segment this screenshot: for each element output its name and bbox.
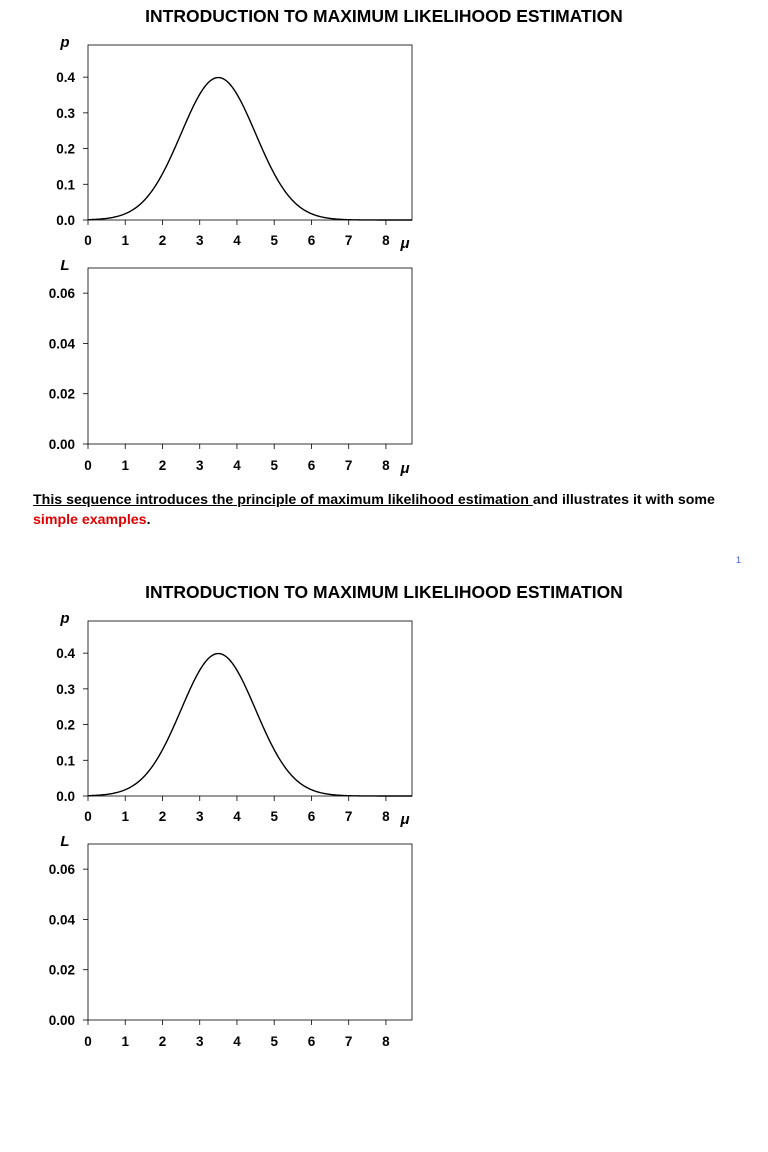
x-tick-label: 1 xyxy=(121,458,129,473)
y-axis-label: p xyxy=(60,34,70,51)
y-tick-label: 0.0 xyxy=(56,789,75,804)
x-tick-label: 2 xyxy=(158,233,167,248)
x-axis-label: μ xyxy=(400,460,410,477)
y-tick-label: 0.4 xyxy=(56,70,75,86)
x-tick-label: 8 xyxy=(382,809,390,824)
y-tick-label: 0.06 xyxy=(48,862,75,878)
x-tick-label: 0 xyxy=(84,458,92,473)
caption xyxy=(33,490,733,530)
y-tick-label: 0.3 xyxy=(56,681,75,697)
x-tick-label: 7 xyxy=(344,458,353,473)
x-tick-label: 0 xyxy=(84,1034,92,1049)
x-tick-label: 2 xyxy=(158,458,167,473)
x-axis-label: μ xyxy=(400,235,410,252)
y-tick-label: 0.04 xyxy=(48,912,75,928)
x-tick-label: 2 xyxy=(158,1034,167,1049)
y-tick-label: 0.2 xyxy=(56,141,75,157)
x-tick-label: 4 xyxy=(233,809,241,824)
density-curve xyxy=(88,78,412,220)
x-tick-label: 8 xyxy=(382,458,390,473)
x-tick-label: 8 xyxy=(382,233,390,248)
slide-2 xyxy=(0,576,768,1152)
y-axis-label: p xyxy=(60,610,70,627)
caption-highlight: simple examples xyxy=(33,512,147,528)
y-axis-label: L xyxy=(60,833,70,850)
x-tick-label: 4 xyxy=(233,233,241,248)
slide-title: INTRODUCTION TO MAXIMUM LIKELIHOOD ESTIMATION xyxy=(145,582,623,602)
caption-end: . xyxy=(146,512,151,528)
chart-group xyxy=(0,0,768,480)
y-tick-label: 0.4 xyxy=(56,646,75,662)
density-chart xyxy=(56,34,412,252)
plot-frame xyxy=(88,268,412,444)
x-tick-label: 7 xyxy=(344,233,353,248)
x-axis-label: μ xyxy=(400,811,410,828)
plot-frame xyxy=(88,844,412,1020)
slide-title: INTRODUCTION TO MAXIMUM LIKELIHOOD ESTIMATION xyxy=(145,6,623,26)
x-tick-label: 6 xyxy=(307,233,316,248)
x-tick-label: 2 xyxy=(158,809,167,824)
x-tick-label: 5 xyxy=(270,809,278,824)
x-tick-label: 8 xyxy=(382,1034,390,1049)
y-tick-label: 0.1 xyxy=(56,177,75,193)
caption-underlined: This sequence introduces the principle of maximum likelihood estimation xyxy=(33,492,533,508)
x-tick-label: 4 xyxy=(233,1034,241,1049)
x-tick-label: 3 xyxy=(195,809,204,824)
y-tick-label: 0.06 xyxy=(48,286,75,302)
density-curve xyxy=(88,654,412,796)
y-tick-label: 0.02 xyxy=(48,962,75,978)
y-tick-label: 0.1 xyxy=(56,753,75,769)
x-tick-label: 3 xyxy=(195,1034,204,1049)
x-tick-label: 0 xyxy=(84,233,92,248)
x-tick-label: 5 xyxy=(270,1034,278,1049)
y-tick-label: 0.3 xyxy=(56,105,75,121)
x-tick-label: 6 xyxy=(307,1034,316,1049)
caption-middle: and illustrates it with some xyxy=(532,492,715,508)
x-tick-label: 3 xyxy=(195,233,204,248)
slide-number: 1 xyxy=(736,555,742,565)
y-tick-label: 0.0 xyxy=(56,213,75,228)
x-tick-label: 7 xyxy=(344,809,353,824)
density-chart xyxy=(56,610,412,828)
plot-frame xyxy=(88,45,412,220)
y-axis-label: L xyxy=(60,257,70,274)
likelihood-chart xyxy=(49,833,412,1049)
x-tick-label: 7 xyxy=(344,1034,353,1049)
x-tick-label: 1 xyxy=(121,1034,129,1049)
x-tick-label: 5 xyxy=(270,458,278,473)
x-tick-label: 1 xyxy=(121,233,129,248)
chart-group xyxy=(0,576,768,1049)
plot-frame xyxy=(88,621,412,796)
x-tick-label: 5 xyxy=(270,233,278,248)
x-tick-label: 1 xyxy=(121,809,129,824)
y-tick-label: 0.04 xyxy=(48,336,75,352)
y-tick-label: 0.2 xyxy=(56,717,75,733)
y-tick-label: 0.00 xyxy=(48,1013,75,1028)
x-tick-label: 6 xyxy=(307,458,316,473)
likelihood-chart xyxy=(49,257,412,477)
y-tick-label: 0.02 xyxy=(48,386,75,402)
x-tick-label: 6 xyxy=(307,809,316,824)
x-tick-label: 3 xyxy=(195,458,204,473)
y-tick-label: 0.00 xyxy=(48,437,75,452)
x-tick-label: 4 xyxy=(233,458,241,473)
x-tick-label: 0 xyxy=(84,809,92,824)
